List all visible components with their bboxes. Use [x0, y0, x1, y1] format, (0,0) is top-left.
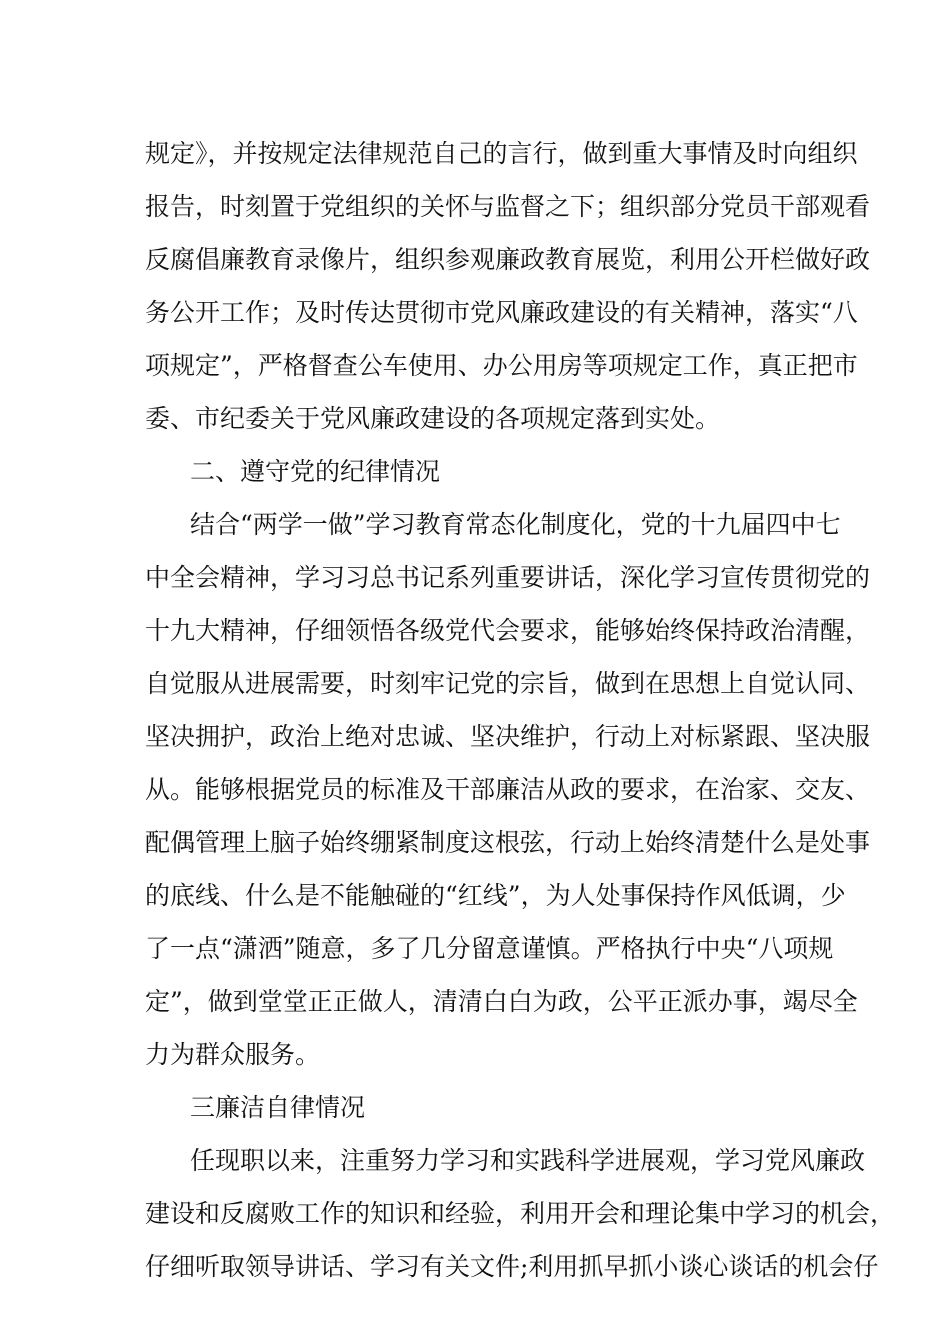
document-body [145, 127, 896, 1293]
text-line: 自觉服从进展需要，时刻牢记党的宗旨，做到在思想上自觉认同、 [145, 669, 871, 698]
text-line: 的底线、什么是不能触碰的“红线”，为人处事保持作风低调，少 [145, 881, 846, 910]
section-heading: 三廉洁自律情况 [190, 1093, 366, 1122]
text-line: 十九大精神，仔细领悟各级党代会要求，能够始终保持政治清醒， [145, 616, 871, 645]
text-line: 配偶管理上脑子始终绷紧制度这根弦，行动上始终清楚什么是处事 [145, 828, 871, 857]
text-line: 建设和反腐败工作的知识和经验，利用开会和理论集中学习的机会， [145, 1199, 896, 1228]
text-line: 力为群众服务。 [145, 1040, 321, 1069]
text-line: 坚决拥护，政治上绝对忠诚、坚决维护，行动上对标紧跟、坚决服 [145, 722, 871, 751]
text-line: 仔细听取领导讲话、学习有关文件;利用抓早抓小谈心谈话的机会仔 [145, 1252, 879, 1281]
text-line: 了一点“潇洒”随意，多了几分留意谨慎。严格执行中央“八项规 [145, 934, 834, 963]
text-line: 结合“两学一做”学习教育常态化制度化，党的十九届四中七 [190, 510, 841, 539]
text-line: 项规定”，严格督查公车使用、办公用房等项规定工作，真正把市 [145, 351, 858, 380]
text-line: 反腐倡廉教育录像片，组织参观廉政教育展览，利用公开栏做好政 [145, 245, 871, 274]
text-line: 规定》，并按规定法律规范自己的言行，做到重大事情及时向组织 [145, 139, 858, 168]
text-line: 任现职以来，注重努力学习和实践科学进展观，学习党风廉政 [190, 1146, 866, 1175]
text-line: 定”，做到堂堂正正做人，清清白白为政，公平正派办事，竭尽全 [145, 987, 858, 1016]
text-line: 报告，时刻置于党组织的关怀与监督之下；组织部分党员干部观看 [145, 192, 871, 221]
section-heading: 二、遵守党的纪律情况 [190, 457, 441, 486]
text-line: 委、市纪委关于党风廉政建设的各项规定落到实处。 [145, 404, 721, 433]
text-line: 务公开工作；及时传达贯彻市党风廉政建设的有关精神，落实“八 [145, 298, 858, 327]
text-line: 从。能够根据党员的标准及干部廉洁从政的要求，在治家、交友、 [145, 775, 871, 804]
text-line: 中全会精神，学习习总书记系列重要讲话，深化学习宣传贯彻党的 [145, 563, 871, 592]
